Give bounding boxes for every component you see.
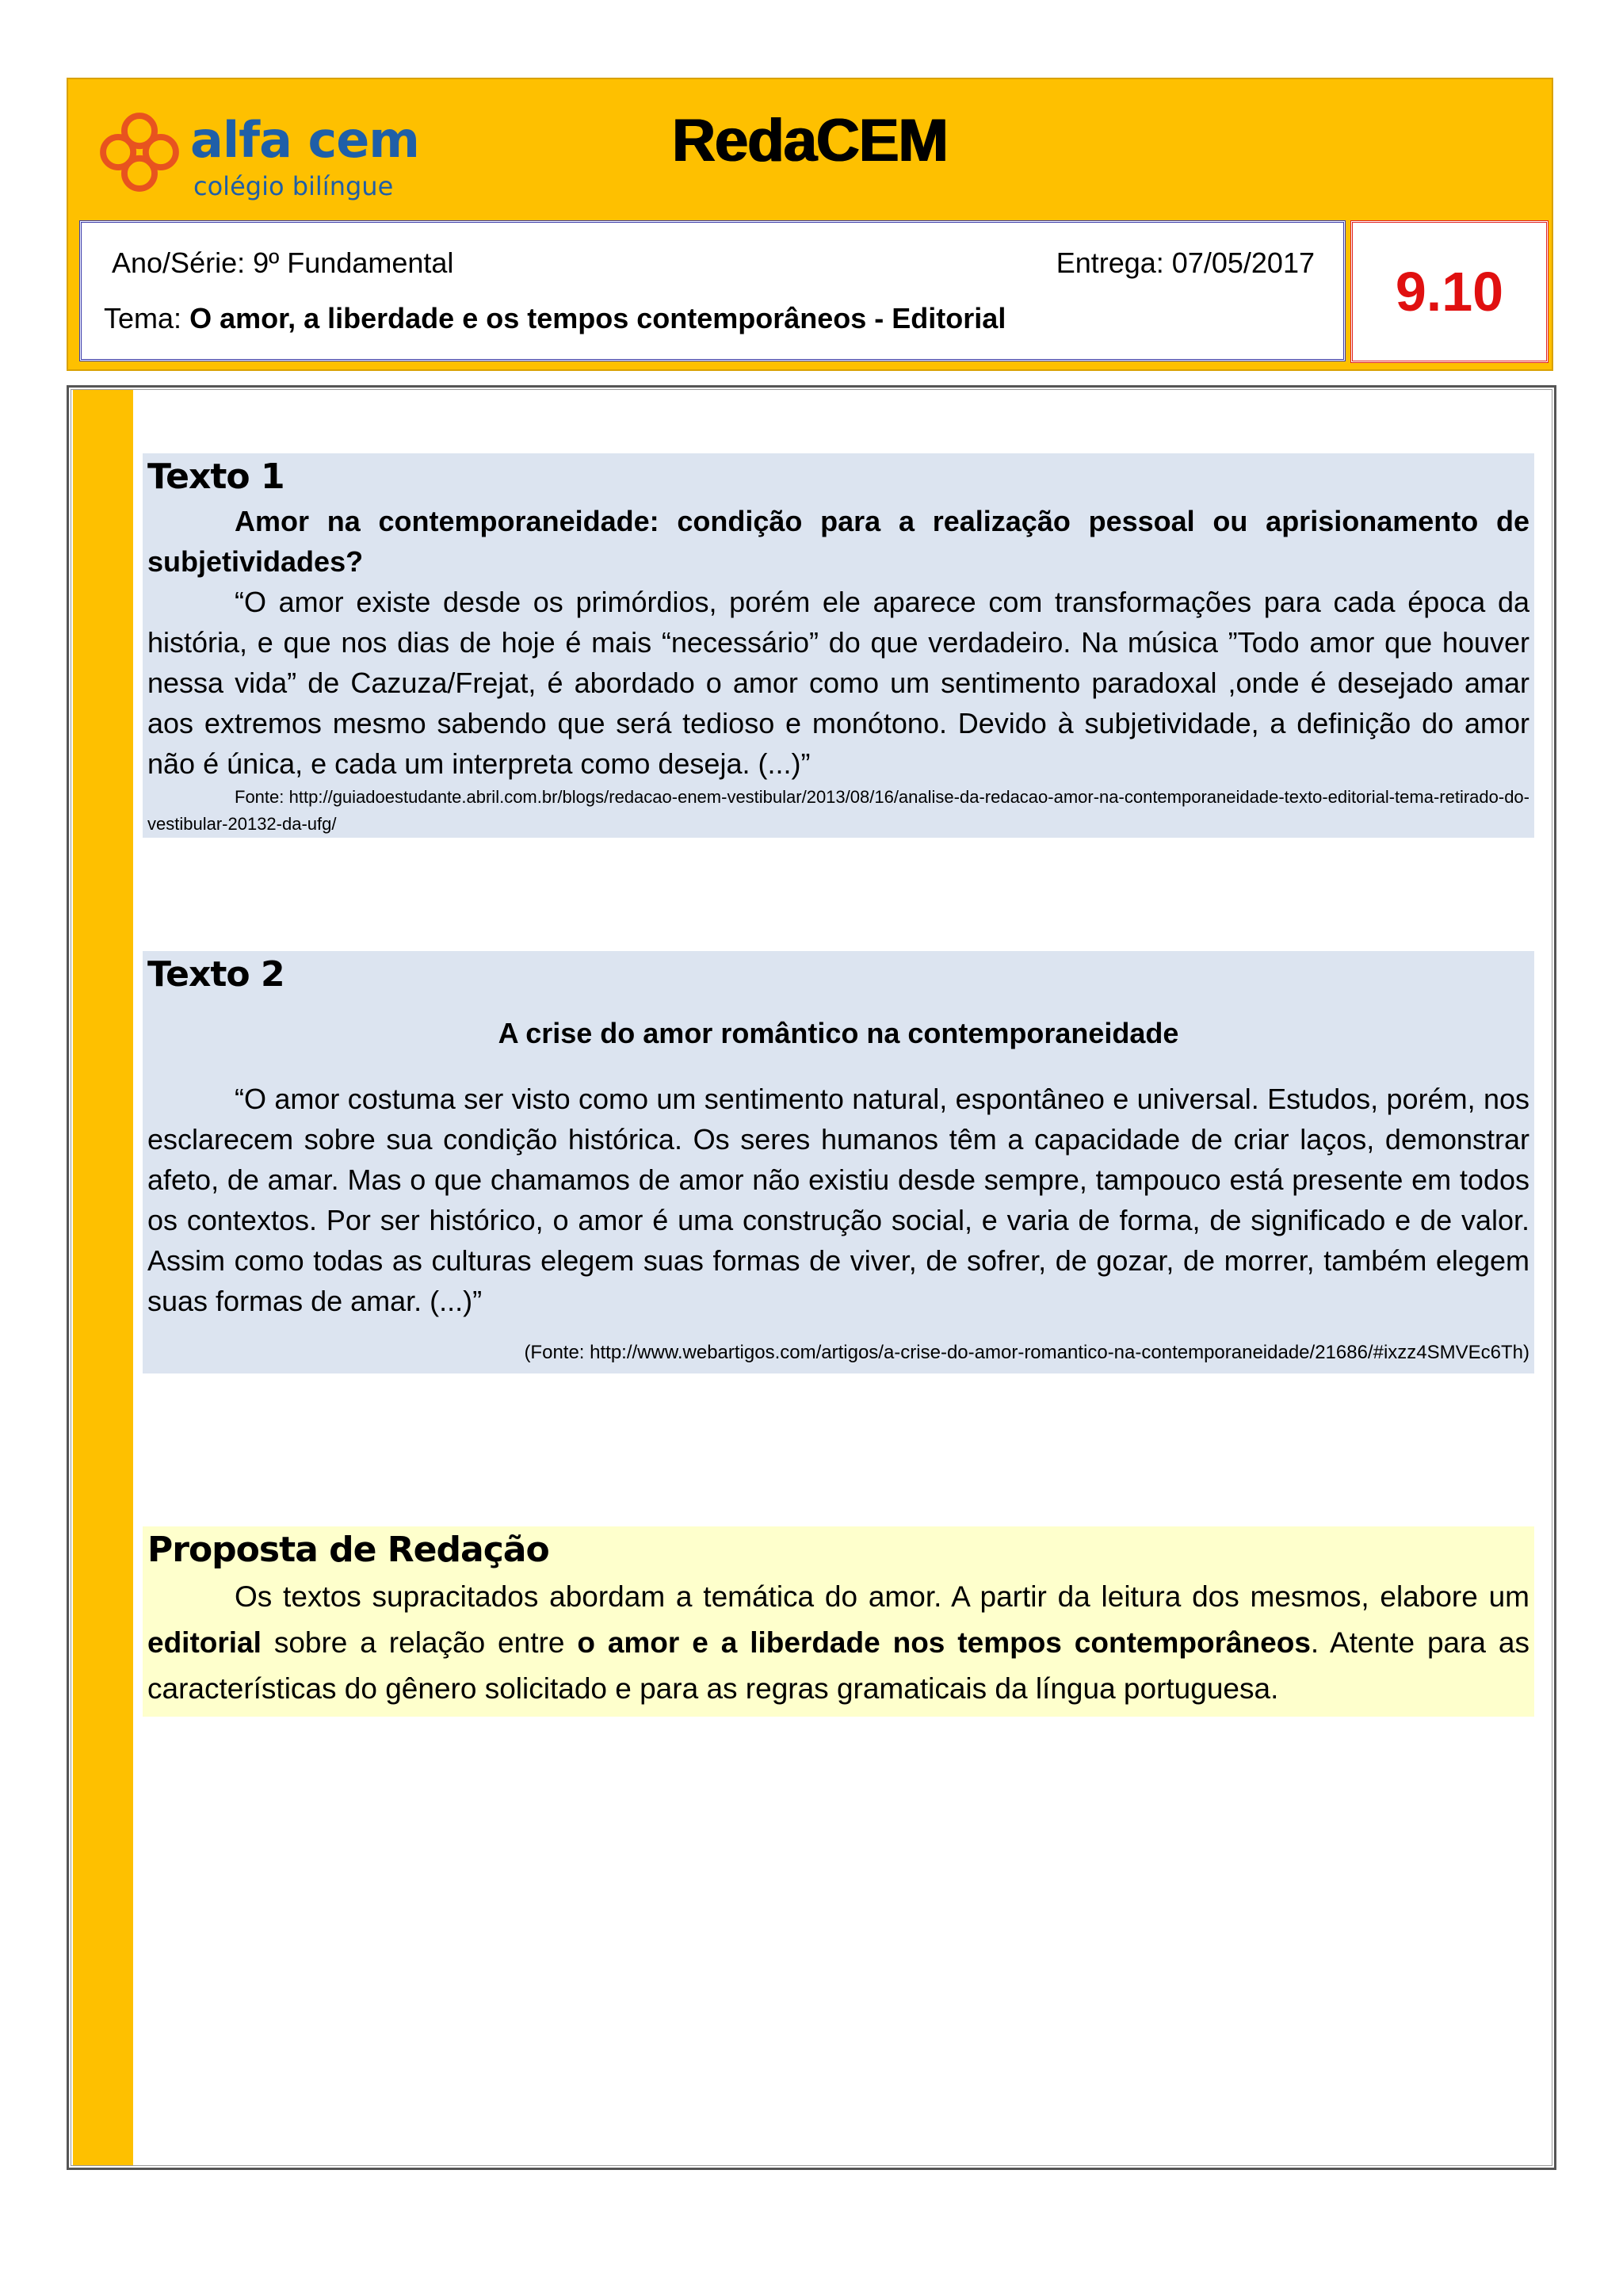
texto1-body: “O amor existe desde os primórdios, porém ele aparece com transformações para cada época da história, e que nos dias de hoje é mais “necessário” do que verdadeiro. Na música ”Todo amor que houver nessa vida” de Cazuza/Frejat, é abordado o amor como um sentimento paradoxal ,onde é desejado amar aos extremos mesmo sabendo que será tedioso e monótono. Devido à subjetividade, a definição do amor não é única, e cada um interpreta como deseja. (...)”: [147, 586, 1529, 780]
texto1-heading: Texto 1: [147, 457, 285, 497]
page-title: RedaCEM: [672, 107, 948, 174]
due-date-label: Entrega: 07/05/2017: [1056, 246, 1315, 279]
logo-name: alfa cem: [190, 111, 419, 169]
grade-label: Ano/Série: 9º Fundamental: [112, 246, 454, 279]
texto1-source: Fonte: http://guiadoestudante.abril.com.br/blogs/redacao-enem-vestibular/2013/08/16/analise-da-redacao-amor-na-contemporaneidade-texto-editorial-tema-retirado-do-vestibular-20132-da-ufg/: [147, 787, 1529, 834]
proposta-text-2: sobre a relação entre: [261, 1626, 578, 1659]
texto2-heading: Texto 2: [147, 954, 285, 995]
proposta-text-1: Os textos supracitados abordam a temática do amor. A partir da leitura dos mesmos, elabore um: [235, 1580, 1529, 1613]
proposta-bold-theme: o amor e a liberdade nos tempos contemporâneos: [577, 1626, 1311, 1659]
side-accent-bar: [73, 390, 133, 2165]
texto2-section: [143, 951, 1534, 1373]
texto1-section: [143, 453, 1534, 838]
info-box: [79, 220, 1346, 361]
texto2-subtitle: A crise do amor romântico na contemporaneidade: [498, 1017, 1179, 1049]
theme-value: O amor, a liberdade e os tempos contemporâneos - Editorial: [189, 302, 1006, 334]
theme-line: [104, 302, 1006, 335]
proposta-text-3: . Atente para as características do gênero solicitado e para as regras gramaticais da língua portuguesa.: [147, 1626, 1529, 1705]
texto2-source: (Fonte: http://www.webartigos.com/artigos/a-crise-do-amor-romantico-na-contemporaneidade/21686/#ixzz4SMVEc6Th): [524, 1342, 1529, 1363]
texto2-body: “O amor costuma ser visto como um sentimento natural, espontâneo e universal. Estudos, porém, nos esclarecem sobre sua condição histórica. Os seres humanos têm a capacidade de criar laços, demonstrar afeto, de amar. Mas o que chamamos de amor não existiu desde sempre, tampouco está presente em todos os contextos. Por ser histórico, o amor é uma construção social, e varia de forma, de significado e de valor. Assim como todas as culturas elegem suas formas de viver, de sofrer, de gozar, de morrer, também elegem suas formas de amar. (...)”: [147, 1083, 1529, 1317]
proposta-heading: Proposta de Redação: [147, 1530, 549, 1570]
texto1-subtitle: Amor na contemporaneidade: condição para a realização pessoal ou aprisionamento de subjetividades?: [147, 505, 1529, 578]
theme-label: Tema:: [104, 302, 182, 334]
logo-subtitle: colégio bilíngue: [193, 171, 394, 201]
proposta-section: [143, 1526, 1534, 1717]
proposta-body: [147, 1574, 1529, 1712]
assignment-code: 9.10: [1350, 220, 1549, 363]
proposta-bold-genre: editorial: [147, 1626, 262, 1659]
header-banner: [67, 78, 1553, 371]
